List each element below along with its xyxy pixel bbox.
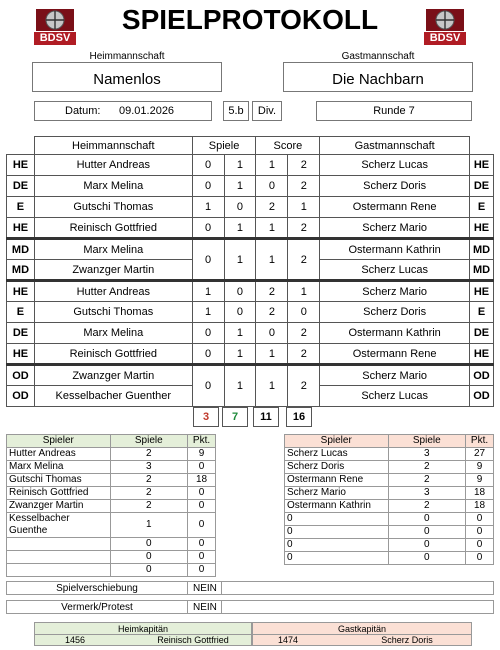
guest-games: 1 [224,239,256,281]
match-row [7,197,494,218]
col-games: Spiele [192,137,256,155]
home-team-name: Namenlos [93,71,161,88]
stats-games: 0 [388,513,466,526]
stats-pts: 0 [466,539,494,552]
guest-score: 2 [288,365,320,407]
home-games: 0 [192,365,224,407]
stats-pts: 18 [466,487,494,500]
stats-pts: 9 [466,461,494,474]
bdsv-logo-left [34,6,76,51]
guest-player: Scherz Lucas [320,155,470,176]
stats-pts: 0 [466,552,494,565]
guest-games: 1 [224,155,256,176]
date-value: 09.01.2026 [119,105,175,117]
guest-team-box[interactable] [283,62,473,92]
stats-games: 2 [110,448,187,461]
guest-player: Ostermann Kathrin [320,239,470,260]
stats-games: 3 [110,461,187,474]
match-type-left: DE [7,176,35,197]
home-games: 0 [192,218,224,239]
match-type-left: HE [7,218,35,239]
stats-player: Ostermann Kathrin [285,500,389,513]
stats-row [7,448,216,461]
stats-player [7,538,111,551]
match-type-right: MD [469,239,493,260]
stats-row [7,551,216,564]
home-score: 0 [256,176,288,197]
match-row [7,323,494,344]
home-score: 2 [256,281,288,302]
double-row [7,365,494,386]
division-label-box [252,101,282,121]
match-type-left: MD [7,260,35,281]
home-games: 0 [192,176,224,197]
stats-games: 3 [388,487,466,500]
round-box[interactable] [316,101,472,121]
stats-player: Ostermann Rene [285,474,389,487]
home-games: 1 [192,197,224,218]
match-type-left: HE [7,344,35,365]
match-row [7,218,494,239]
home-stats-header [7,435,216,448]
stats-pts: 0 [188,538,216,551]
home-score: 1 [256,239,288,281]
match-type-right: E [469,302,493,323]
guest-player: Ostermann Rene [320,344,470,365]
total-score-home [253,407,279,427]
match-row [7,302,494,323]
home-player: Zwanzger Martin [34,365,192,386]
home-games: 1 [192,302,224,323]
page-title: SPIELPROTOKOLL [121,4,379,35]
match-type-right: E [469,197,493,218]
stats-player: Scherz Mario [285,487,389,500]
home-player: Reinisch Gottfried [34,344,192,365]
guest-score: 2 [288,155,320,176]
home-score: 1 [256,365,288,407]
guest-score: 2 [288,176,320,197]
match-table [6,136,494,407]
home-score: 2 [256,197,288,218]
stats-pts: 18 [466,500,494,513]
stats-player: Hutter Andreas [7,448,111,461]
guest-player: Ostermann Rene [320,197,470,218]
stats-row [285,448,494,461]
division-value: 5.b [228,105,244,117]
stats-games: 2 [388,474,466,487]
match-type-right: OD [469,365,493,386]
guest-captain-label: Gastkapitän [337,624,387,634]
home-score: 0 [256,323,288,344]
home-player: Marx Melina [34,239,192,260]
total-score-guest-value: 16 [292,411,306,423]
guest-team-name: Die Nachbarn [332,71,424,88]
match-type-left: OD [7,365,35,386]
stats-player: Scherz Lucas [285,448,389,461]
match-row [7,155,494,176]
total-games-guest [222,407,248,427]
stats-games: 0 [388,539,466,552]
stats-row [285,487,494,500]
match-table-header [7,137,494,155]
guest-games: 0 [224,197,256,218]
home-team-label: Heimmannschaft [89,51,165,62]
stats-player: 0 [285,526,389,539]
total-score-home-value: 11 [260,411,272,423]
match-type-right: HE [469,344,493,365]
home-captain-id: 1456 [64,635,86,645]
guest-games: 1 [224,344,256,365]
stats-row [285,513,494,526]
home-games: 1 [192,281,224,302]
logo-text: BDSV [429,32,461,44]
match-type-right: HE [469,281,493,302]
stats-row [285,500,494,513]
guest-games: 0 [224,281,256,302]
stats-player: 0 [285,513,389,526]
match-type-right: MD [469,260,493,281]
guest-player: Scherz Mario [320,281,470,302]
guest-games: 0 [224,302,256,323]
bdsv-logo-right [424,6,466,51]
home-score: 1 [256,218,288,239]
stats-games: 2 [110,500,187,513]
stats-player: Gutschi Thomas [7,474,111,487]
match-type-left: MD [7,239,35,260]
home-games: 0 [192,344,224,365]
protest-row[interactable] [6,600,494,614]
home-score: 2 [256,302,288,323]
stats-row [285,539,494,552]
stats-row [7,487,216,500]
stats-player: 0 [285,552,389,565]
match-type-left: DE [7,323,35,344]
stats-row [7,513,216,538]
match-type-right: OD [469,386,493,407]
guest-stats-header [285,435,494,448]
postponement-label: Spielverschiebung [56,583,138,594]
total-games-home [193,407,219,427]
home-stats-col-player: Spieler [7,435,111,448]
col-score: Score [256,137,320,155]
guest-player: Scherz Lucas [320,386,470,407]
stats-row [285,461,494,474]
guest-stats-col-player: Spieler [285,435,389,448]
stats-player: Marx Melina [7,461,111,474]
home-score: 1 [256,155,288,176]
guest-games: 1 [224,365,256,407]
stats-pts: 0 [188,461,216,474]
guest-stats-col-games: Spiele [388,435,466,448]
home-player: Marx Melina [34,176,192,197]
stats-player: Zwanzger Martin [7,500,111,513]
home-player: Reinisch Gottfried [34,218,192,239]
stats-games: 0 [110,564,187,577]
guest-score: 2 [288,344,320,365]
stats-games: 2 [110,474,187,487]
stats-games: 0 [110,551,187,564]
guest-score: 2 [288,218,320,239]
guest-player: Scherz Mario [320,218,470,239]
match-type-right: DE [469,176,493,197]
stats-player [7,551,111,564]
stats-pts: 0 [188,513,216,538]
guest-games: 1 [224,218,256,239]
date-label: Datum: [65,105,101,117]
guest-score: 2 [288,323,320,344]
stats-row [285,474,494,487]
total-score-guest [286,407,312,427]
guest-captain-id: 1474 [277,635,299,645]
date-box[interactable] [34,101,212,121]
guest-score: 0 [288,302,320,323]
home-score: 1 [256,344,288,365]
guest-score: 2 [288,239,320,281]
home-player: Gutschi Thomas [34,302,192,323]
guest-player: Scherz Doris [320,302,470,323]
stats-row [7,564,216,577]
stats-pts: 0 [188,500,216,513]
match-type-left: E [7,197,35,218]
match-type-left: HE [7,155,35,176]
stats-pts: 0 [188,551,216,564]
total-games-guest-value: 7 [231,411,239,423]
stats-player: Reinisch Gottfried [7,487,111,500]
match-type-left: HE [7,281,35,302]
postponement-row[interactable] [6,581,494,595]
match-row [7,344,494,365]
home-stats-table [6,434,216,577]
guest-team-label: Gastmannschaft [341,51,415,62]
home-player: Kesselbacher Guenther [34,386,192,407]
guest-player: Scherz Lucas [320,260,470,281]
stats-games: 2 [388,500,466,513]
home-stats-col-games: Spiele [110,435,187,448]
stats-pts: 27 [466,448,494,461]
stats-player [7,564,111,577]
guest-games: 1 [224,323,256,344]
guest-stats-table [284,434,494,565]
match-row [7,281,494,302]
match-type-left: OD [7,386,35,407]
guest-games: 1 [224,176,256,197]
home-captain-label: Heimkapitän [117,624,169,634]
stats-row [7,461,216,474]
stats-player: Scherz Doris [285,461,389,474]
stats-games: 2 [388,461,466,474]
home-captain-box[interactable] [34,622,252,646]
home-player: Zwanzger Martin [34,260,192,281]
stats-games: 0 [388,526,466,539]
match-type-left: E [7,302,35,323]
match-type-right: HE [469,218,493,239]
stats-pts: 0 [466,513,494,526]
stats-row [7,538,216,551]
stats-pts: 18 [188,474,216,487]
stats-row [7,474,216,487]
stats-player: Kesselbacher Guenthe [7,513,111,538]
guest-score: 1 [288,281,320,302]
col-home: Heimmannschaft [34,137,192,155]
match-type-right: DE [469,323,493,344]
home-games: 0 [192,155,224,176]
protest-value: NEIN [193,602,217,613]
division-label: Div. [257,105,277,117]
guest-captain-name: Scherz Doris [381,635,433,645]
home-player: Hutter Andreas [34,281,192,302]
home-captain-name: Reinisch Gottfried [157,635,229,645]
logo-text: BDSV [39,32,71,44]
home-player: Gutschi Thomas [34,197,192,218]
guest-player: Ostermann Kathrin [320,323,470,344]
guest-captain-box[interactable] [252,622,472,646]
stats-row [7,500,216,513]
home-games: 0 [192,323,224,344]
stats-pts: 0 [466,526,494,539]
stats-pts: 0 [188,564,216,577]
stats-games: 0 [388,552,466,565]
protest-label: Vermerk/Protest [61,602,133,613]
home-stats-col-pts: Pkt. [188,435,216,448]
stats-player: 0 [285,539,389,552]
home-player: Marx Melina [34,323,192,344]
round-value: Runde 7 [373,105,415,117]
postponement-value: NEIN [193,583,217,594]
guest-player: Scherz Doris [320,176,470,197]
stats-row [285,526,494,539]
stats-games: 1 [110,513,187,538]
stats-row [285,552,494,565]
stats-pts: 9 [188,448,216,461]
home-games: 0 [192,239,224,281]
total-games-home-value: 3 [202,411,210,423]
guest-stats-col-pts: Pkt. [466,435,494,448]
match-row [7,176,494,197]
stats-pts: 9 [466,474,494,487]
guest-score: 1 [288,197,320,218]
stats-pts: 0 [188,487,216,500]
home-team-box[interactable] [32,62,222,92]
col-guest: Gastmannschaft [320,137,470,155]
double-row [7,239,494,260]
division-box[interactable] [223,101,249,121]
stats-games: 3 [388,448,466,461]
match-type-right: HE [469,155,493,176]
stats-games: 0 [110,538,187,551]
stats-games: 2 [110,487,187,500]
home-player: Hutter Andreas [34,155,192,176]
guest-player: Scherz Mario [320,365,470,386]
